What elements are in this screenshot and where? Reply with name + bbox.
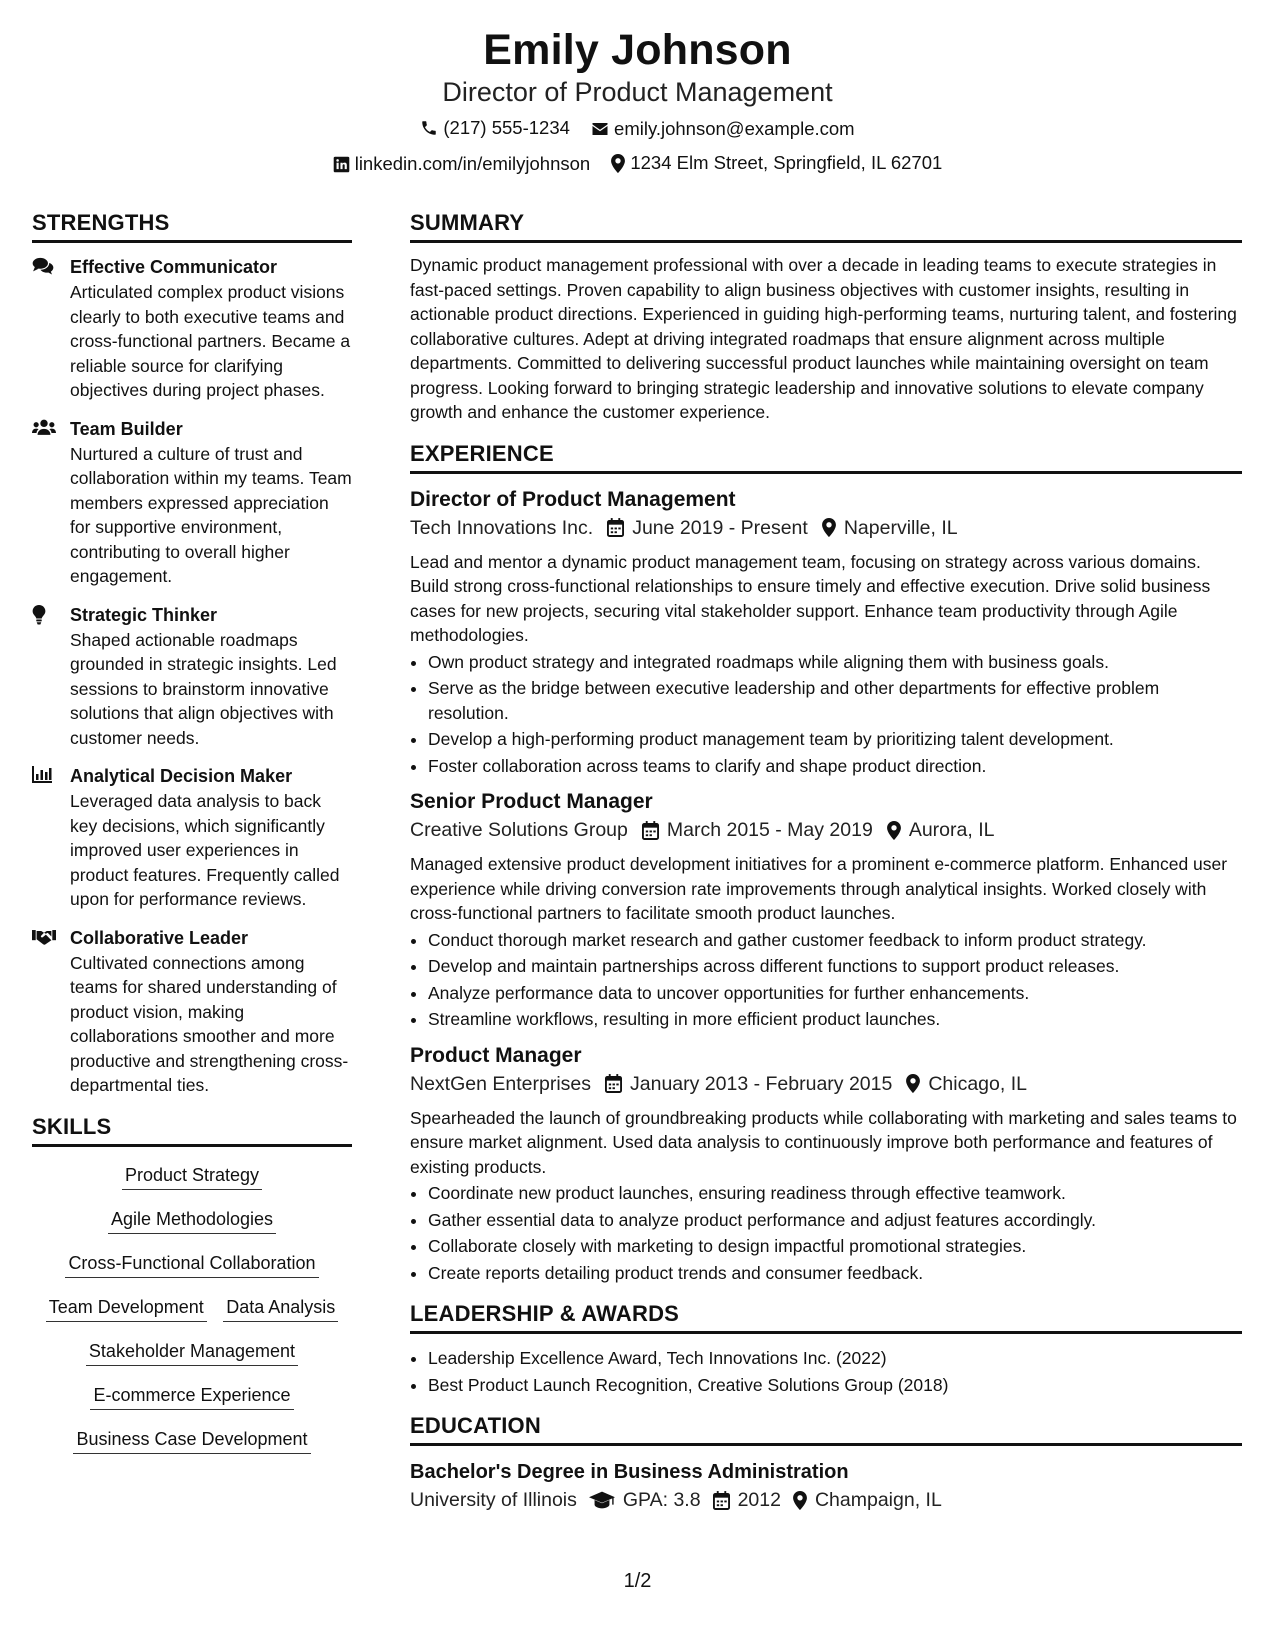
job-meta <box>410 1070 1242 1098</box>
job-company: Creative Solutions Group <box>410 819 628 841</box>
strength-title: Collaborative Leader <box>70 927 249 948</box>
job-company: NextGen Enterprises <box>410 1072 591 1095</box>
job-bullet: • Coordinate new product launches, ensuring readiness through effective teamwork. <box>428 1181 1242 1206</box>
summary-heading: SUMMARY <box>410 208 1242 243</box>
candidate-title: Director of Product Management <box>442 77 833 107</box>
job-role: Product Manager <box>410 1043 582 1067</box>
job-bullets <box>410 928 1242 1032</box>
job-description: Spearheaded the launch of groundbreaking products while collaborating with marketing and sales teams to ensure market alignment. Used data analysis to continuously improve both performance and features of existing products. <box>410 1107 1237 1177</box>
job-location-text: Naperville, IL <box>843 516 958 539</box>
calendar-icon <box>642 821 659 840</box>
job-dates <box>605 1070 892 1098</box>
users-icon <box>32 417 70 589</box>
job-description: Lead and mentor a dynamic product management team, focusing on strategy across various domains. Build strong cross-functional relationships to ensure timely and effective execution. Drive solid business cases for new projects, securing vital stakeholder support. Enhance team productivity through Agile methodologies. <box>410 551 1211 645</box>
phone-icon <box>420 119 438 137</box>
right-column <box>410 208 1242 1514</box>
strength-description: Cultivated connections among teams for shared understanding of product vision, making collaborations smoother and more productive and strengthening cross-departmental ties. <box>70 952 349 1095</box>
job-dates-text: January 2013 - February 2015 <box>630 1072 893 1095</box>
job-bullets <box>410 650 1242 779</box>
skills-heading: SKILLS <box>32 1112 352 1147</box>
skill-row <box>32 1251 352 1278</box>
page-number: 1/2 <box>623 1570 652 1592</box>
calendar-icon <box>607 518 624 537</box>
job-role: Director of Product Management <box>410 487 736 511</box>
strengths-heading: STRENGTHS <box>32 208 352 243</box>
lightbulb-icon <box>32 603 70 751</box>
address-text: 1234 Elm Street, Springfield, IL 62701 <box>630 152 943 173</box>
strength-item <box>32 764 352 912</box>
candidate-name: Emily Johnson <box>483 26 792 74</box>
strength-description: Nurtured a culture of trust and collaboration within my teams. Team members expressed appreciation for supportive environment, contributing to overall higher engagement. <box>70 443 352 586</box>
skill-tag: Cross-Functional Collaboration <box>65 1251 318 1278</box>
job-entry <box>410 1042 1242 1286</box>
map-marker-icon <box>906 1074 920 1093</box>
job-dates <box>642 816 873 844</box>
strength-item <box>32 417 352 589</box>
job-bullets <box>410 1181 1242 1285</box>
job-meta <box>410 514 1242 542</box>
address-contact <box>611 151 942 175</box>
job-dates-text: June 2019 - Present <box>632 516 808 539</box>
map-marker-icon <box>822 518 836 537</box>
job-bullet: • Foster collaboration across teams to clarify and shape product direction. <box>428 754 1242 779</box>
experience-heading: EXPERIENCE <box>410 439 1242 474</box>
handshake-icon <box>32 926 70 1098</box>
skill-tag: E-commerce Experience <box>90 1383 293 1410</box>
calendar-icon <box>605 1074 622 1093</box>
education-school: University of Illinois <box>410 1489 577 1511</box>
skill-tag: Stakeholder Management <box>86 1339 298 1366</box>
education-gpa-text: GPA: 3.8 <box>622 1489 701 1511</box>
strength-title: Strategic Thinker <box>70 604 218 625</box>
job-bullet: • Collaborate closely with marketing to design impactful promotional strategies. <box>428 1234 1242 1259</box>
summary-text: Dynamic product management professional with over a decade in leading teams to execute strategies in fast-paced settings. Proven capability to align business objectives with customer insights, resulting in actionable product directions. Experienced in guiding high-performing teams, nurturing talent, and fostering collaborative cultures. Adept at driving integrated roadmaps that ensure alignment across multiple departments. Committed to delivering successful product launches while maintaining oversight on team progress. Looking forward to bringing strategic leadership and innovative solutions to elevate company growth and enhance the customer experience. <box>410 255 1237 422</box>
envelope-icon <box>591 121 609 137</box>
bar-chart-icon <box>32 764 70 912</box>
awards-heading: LEADERSHIP & AWARDS <box>410 1299 1242 1334</box>
skills-list <box>32 1159 352 1454</box>
strength-description: Leveraged data analysis to back key decisions, which significantly improved user experiences in product features. Frequently called upon for performance reviews. <box>70 791 340 909</box>
skill-tag: Product Strategy <box>122 1163 262 1190</box>
job-role: Senior Product Manager <box>410 790 653 813</box>
job-bullet: • Analyze performance data to uncover opportunities for further enhancements. <box>428 981 1242 1006</box>
education-meta <box>410 1486 1242 1514</box>
skill-row <box>32 1427 352 1454</box>
strength-item <box>32 926 352 1098</box>
skill-tag: Agile Methodologies <box>108 1207 276 1234</box>
skill-row <box>32 1339 352 1366</box>
job-dates <box>607 514 808 542</box>
email-contact[interactable] <box>591 117 855 141</box>
strength-item <box>32 603 352 751</box>
job-bullet: • Streamline workflows, resulting in more efficient product launches. <box>428 1007 1242 1032</box>
education-heading: EDUCATION <box>410 1411 1242 1446</box>
contact-line-2 <box>0 151 1275 179</box>
education-location <box>793 1486 942 1514</box>
skill-tag: Data Analysis <box>223 1295 338 1322</box>
strength-title: Effective Communicator <box>70 257 278 277</box>
skill-row <box>32 1163 352 1190</box>
skill-row <box>32 1383 352 1410</box>
linkedin-contact[interactable] <box>333 152 590 176</box>
job-bullet: • Serve as the bridge between executive leadership and other departments for effective problem resolution. <box>428 676 1242 725</box>
job-bullet: • Develop a high-performing product management team by prioritizing talent development. <box>428 727 1242 752</box>
job-dates-text: March 2015 - May 2019 <box>666 819 873 841</box>
linkedin-icon <box>333 156 350 173</box>
education-year <box>713 1486 781 1514</box>
job-bullet: • Gather essential data to analyze product performance and adjust features accordingly. <box>428 1208 1242 1233</box>
contact-line-1 <box>0 116 1275 143</box>
strength-title: Team Builder <box>70 418 183 439</box>
linkedin-text[interactable]: linkedin.com/in/emilyjohnson <box>354 153 591 174</box>
graduation-cap-icon <box>589 1491 615 1509</box>
education-location-text: Champaign, IL <box>814 1489 942 1511</box>
job-location <box>906 1070 1027 1098</box>
education-year-text: 2012 <box>737 1489 781 1511</box>
award-item: • Leadership Excellence Award, Tech Innovations Inc. (2022) <box>428 1346 1242 1371</box>
resume-header <box>0 24 1275 179</box>
job-entry <box>410 788 1242 1032</box>
job-bullet: • Own product strategy and integrated roadmaps while aligning them with business goals. <box>428 650 1242 675</box>
job-bullet: • Create reports detailing product trends and consumer feedback. <box>428 1261 1242 1286</box>
job-entry <box>410 486 1242 779</box>
education-gpa <box>589 1486 701 1514</box>
job-location <box>822 514 958 542</box>
skill-tag: Team Development <box>46 1295 207 1322</box>
award-item: • Best Product Launch Recognition, Creative Solutions Group (2018) <box>428 1373 1242 1398</box>
job-location-text: Chicago, IL <box>928 1072 1027 1095</box>
email-text[interactable]: emily.johnson@example.com <box>614 118 855 139</box>
phone-contact <box>420 116 570 140</box>
strength-description: Shaped actionable roadmaps grounded in strategic insights. Led sessions to brainstorm innovative solutions that align objectives with customer needs. <box>70 629 337 748</box>
map-marker-icon <box>611 154 625 173</box>
comments-icon <box>32 255 70 403</box>
job-bullet: • Conduct thorough market research and gather customer feedback to inform product strategy. <box>428 928 1242 953</box>
calendar-icon <box>713 1491 730 1510</box>
job-location <box>887 816 995 844</box>
job-meta <box>410 816 1242 844</box>
phone-text: (217) 555-1234 <box>443 117 570 138</box>
education-degree: Bachelor's Degree in Business Administration <box>410 1461 849 1483</box>
skill-row <box>32 1295 352 1322</box>
map-marker-icon <box>793 1491 807 1510</box>
map-marker-icon <box>887 821 901 840</box>
strength-item <box>32 255 352 403</box>
skill-tag: Business Case Development <box>73 1427 310 1454</box>
job-company: Tech Innovations Inc. <box>410 516 594 539</box>
strength-title: Analytical Decision Maker <box>70 766 293 786</box>
job-description: Managed extensive product development initiatives for a prominent e-commerce platform. Enhanced user experience while driving conversion rate improvements through analytical insights. Worked closely with cross-functional partners to facilitate smooth product launches. <box>410 854 1228 923</box>
job-bullet: • Develop and maintain partnerships across different functions to support product releases. <box>428 954 1242 979</box>
strength-description: Articulated complex product visions clearly to both executive teams and cross-functional partners. Became a reliable source for clarifying objectives during project phases. <box>70 282 351 400</box>
job-location-text: Aurora, IL <box>908 819 995 841</box>
awards-list <box>410 1346 1242 1397</box>
left-column <box>32 208 352 1471</box>
skill-row <box>32 1207 352 1234</box>
